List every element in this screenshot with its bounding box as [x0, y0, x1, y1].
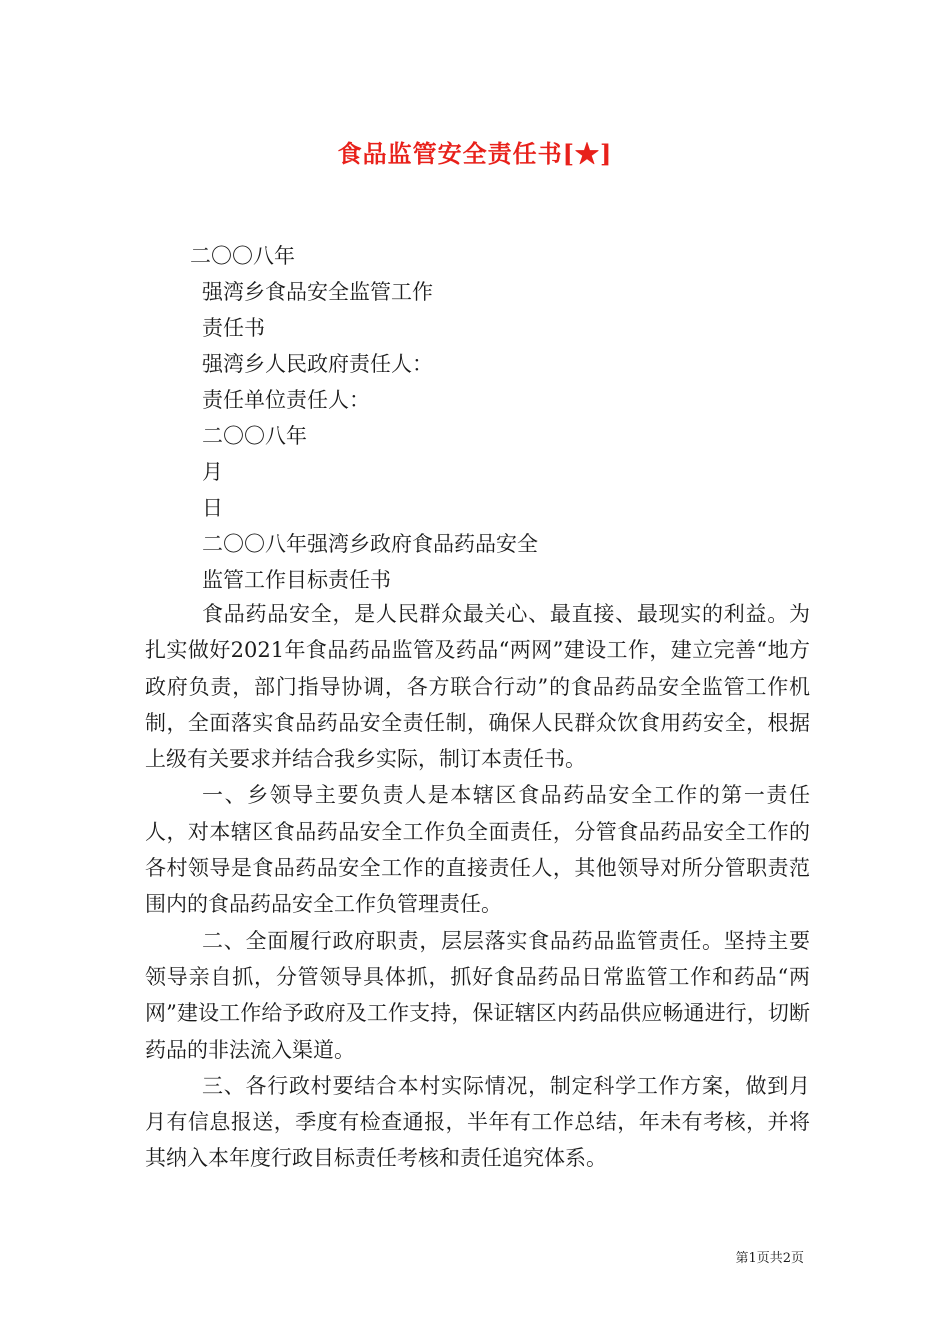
paragraph-intro: 食品药品安全，是人民群众最关心、最直接、最现实的利益。为扎实做好2021年食品药品监管及药品“两网”建设工作，建立完善“地方政府负责，部门指导协调，各方联合行动”的食品药品安全监管工作机制，全面落实食品药品安全责任制，确保人民群众饮食用药安全，根据上级有关要求并结合我乡实际，制订本责任书。 — [145, 602, 810, 772]
header-line-subject: 强湾乡食品安全监管工作 — [202, 280, 433, 304]
header-line-heading-2: 监管工作目标责任书 — [202, 568, 391, 592]
document-header-block — [0, 238, 950, 598]
header-line-date-day: 日 — [202, 496, 223, 520]
paragraph-item-1: 一、乡领导主要负责人是本辖区食品药品安全工作的第一责任人，对本辖区食品药品安全工作负全面责任，分管食品药品安全工作的各村领导是食品药品安全工作的直接责任人，其他领导对所分管职责范围内的食品药品安全工作负管理责任。 — [145, 783, 810, 917]
header-line-year: 二〇〇八年 — [190, 244, 295, 268]
header-line-unit-responsible: 责任单位责任人： — [202, 388, 370, 412]
document-title: 食品监管安全责任书[★] — [337, 139, 613, 168]
document-body — [145, 596, 810, 1177]
header-line-doc-type: 责任书 — [202, 316, 265, 340]
paragraph-item-3: 三、各行政村要结合本村实际情况，制定科学工作方案，做到月月有信息报送，季度有检查通报，半年有工作总结，年未有考核，并将其纳入本年度行政目标责任考核和责任追究体系。 — [145, 1073, 810, 1171]
page-number: 第1页共2页 — [735, 1251, 804, 1266]
header-line-date-year: 二〇〇八年 — [202, 424, 307, 448]
header-line-heading-1: 二〇〇八年强湾乡政府食品药品安全 — [202, 532, 538, 556]
header-line-gov-responsible: 强湾乡人民政府责任人： — [202, 352, 433, 376]
header-line-date-month: 月 — [202, 460, 223, 484]
paragraph-item-2: 二、全面履行政府职责，层层落实食品药品监管责任。坚持主要领导亲自抓，分管领导具体抓，抓好食品药品日常监管工作和药品“两网”建设工作给予政府及工作支持，保证辖区内药品供应畅通进行，切断药品的非法流入渠道。 — [145, 928, 810, 1062]
